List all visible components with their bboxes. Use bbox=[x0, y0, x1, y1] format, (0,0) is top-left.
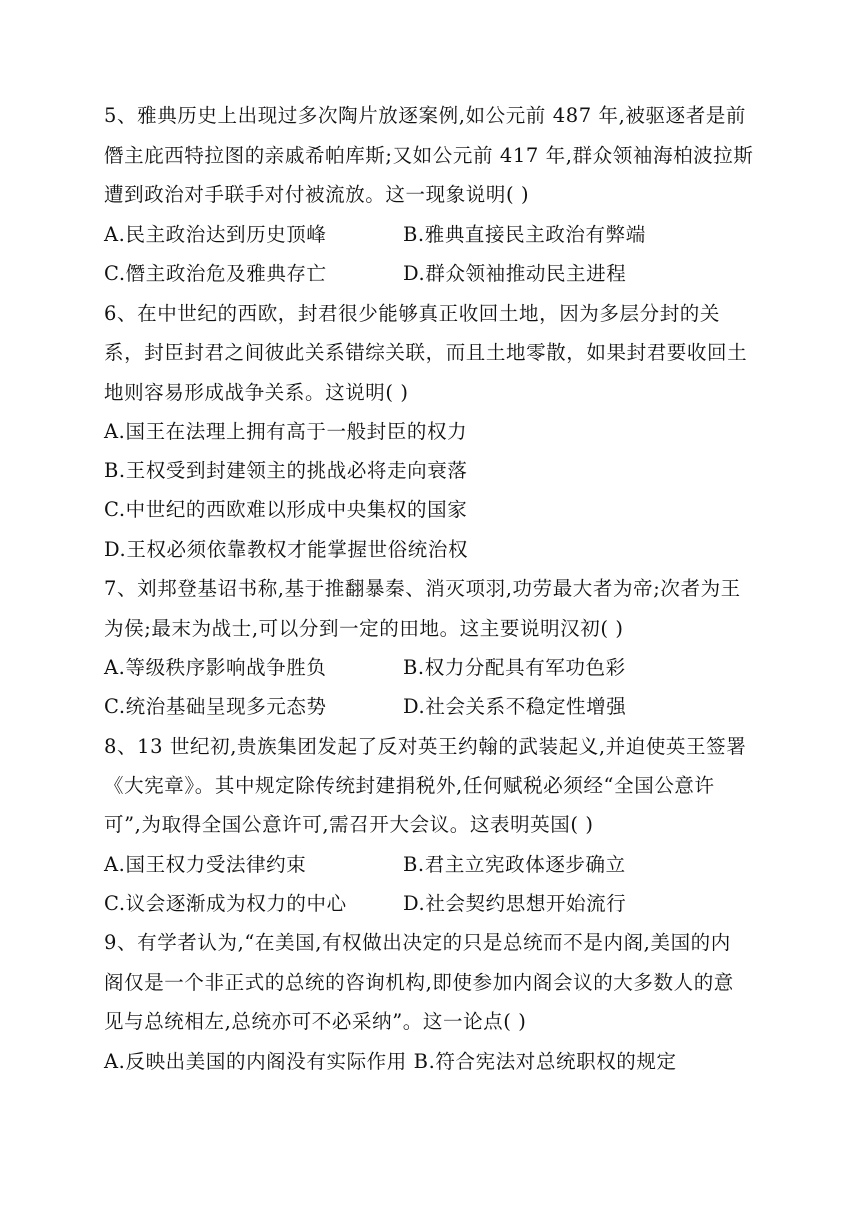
question-6-option-c: C.中世纪的西欧难以形成中央集权的国家 bbox=[104, 498, 468, 521]
question-8-option-b: B.君主立宪政体逐步确立 bbox=[403, 853, 626, 876]
question-9-line-3: 见与总统相左,总统亦可不必采纳”。这一论点( ) bbox=[104, 1010, 527, 1033]
question-8-option-c: C.议会逐渐成为权力的中心 bbox=[104, 892, 347, 915]
question-9-line-2: 阁仅是一个非正式的总统的咨询机构,即使参加内阁会议的大多数人的意 bbox=[104, 971, 734, 994]
question-9-line-1: 9、有学者认为,“在美国,有权做出决定的只是总统而不是内阁,美国的内 bbox=[104, 931, 731, 954]
question-5-option-b: B.雅典直接民主政治有弊端 bbox=[403, 223, 646, 246]
question-5-line-2: 僭主庇西特拉图的亲戚希帕库斯;又如公元前 417 年,群众领袖海柏波拉斯 bbox=[104, 144, 754, 167]
question-5-option-a: A.民主政治达到历史顶峰 bbox=[104, 223, 327, 246]
question-7-option-a: A.等级秩序影响战争胜负 bbox=[104, 656, 327, 679]
question-5-option-c: C.僭主政治危及雅典存亡 bbox=[104, 262, 327, 285]
question-8-option-d: D.社会契约思想开始流行 bbox=[403, 892, 627, 915]
question-5-option-d: D.群众领袖推动民主进程 bbox=[403, 262, 627, 285]
question-7-option-b: B.权力分配具有军功色彩 bbox=[403, 656, 626, 679]
question-6-line-3: 地则容易形成战争关系。这说明( ) bbox=[104, 381, 409, 404]
question-7-option-c: C.统治基础呈现多元态势 bbox=[104, 695, 327, 718]
question-8-line-1: 8、13 世纪初,贵族集团发起了反对英王约翰的武装起义,并迫使英王签署 bbox=[104, 735, 747, 758]
question-5-line-3: 遭到政治对手联手对付被流放。这一现象说明( ) bbox=[104, 183, 530, 206]
question-6-line-2: 系，封臣封君之间彼此关系错综关联，而且土地零散，如果封君要收回土 bbox=[104, 341, 748, 364]
question-7-line-2: 为侯;最末为战士,可以分到一定的田地。这主要说明汉初( ) bbox=[104, 617, 624, 640]
question-6-option-d: D.王权必须依靠教权才能掌握世俗统治权 bbox=[104, 538, 469, 561]
question-7-option-d: D.社会关系不稳定性增强 bbox=[403, 695, 627, 718]
question-6-line-1: 6、在中世纪的西欧，封君很少能够真正收回土地，因为多层分封的关 bbox=[104, 302, 721, 325]
question-8-line-3: 可”,为取得全国公意许可,需召开大会议。这表明英国( ) bbox=[104, 813, 594, 836]
question-5-line-1: 5、雅典历史上出现过多次陶片放逐案例,如公元前 487 年,被驱逐者是前 bbox=[104, 104, 747, 127]
question-6-option-b: B.王权受到封建领主的挑战必将走向衰落 bbox=[104, 459, 468, 482]
question-8-option-a: A.国王权力受法律约束 bbox=[104, 853, 307, 876]
question-6-option-a: A.国王在法理上拥有高于一般封臣的权力 bbox=[104, 420, 468, 443]
question-8-line-2: 《大宪章》。其中规定除传统封建捐税外,任何赋税必须经“全国公意许 bbox=[104, 774, 715, 797]
question-9-options-ab: A.反映出美国的内阁没有实际作用 B.符合宪法对总统职权的规定 bbox=[104, 1050, 677, 1073]
question-7-line-1: 7、刘邦登基诏书称,基于推翻暴秦、消灭项羽,功劳最大者为帝;次者为王 bbox=[104, 577, 741, 600]
